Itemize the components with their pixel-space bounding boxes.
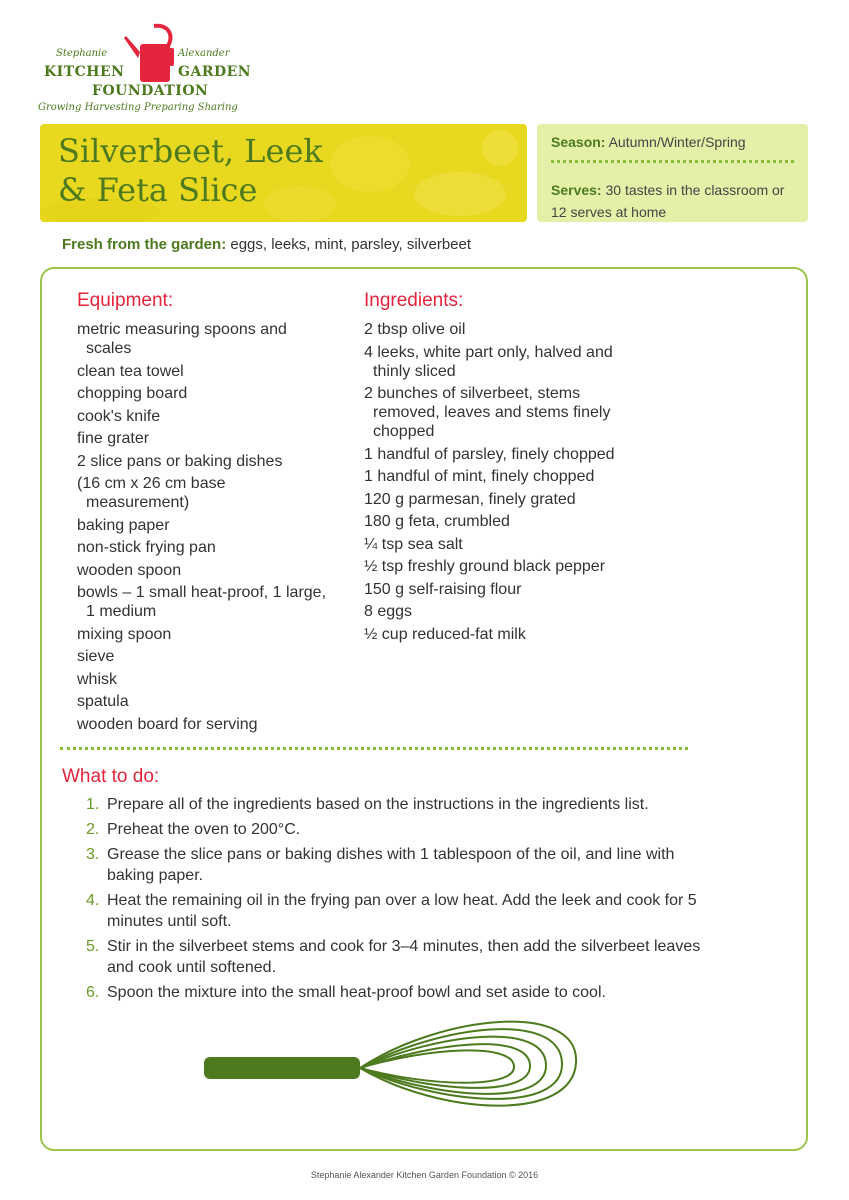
season-value: Autumn/Winter/Spring <box>608 134 746 150</box>
recipe-title-line2: & Feta Slice <box>58 171 258 209</box>
serves-label: Serves: <box>551 182 602 198</box>
ingredients-heading: Ingredients: <box>364 290 464 311</box>
equipment-item: metric measuring spoons and scales <box>77 321 287 357</box>
equipment-item: wooden spoon <box>77 561 182 579</box>
ingredients-list <box>364 320 644 647</box>
equipment-item: bowls – 1 small heat-proof, 1 large, 1 medium <box>77 584 327 620</box>
ingredient-item: ½ tsp freshly ground black pepper <box>364 558 606 575</box>
ingredient-item: 180 g feta, crumbled <box>364 513 510 530</box>
recipe-title-line1: Silverbeet, Leek <box>58 132 323 170</box>
equipment-item: 2 slice pans or baking dishes <box>77 452 283 470</box>
ingredient-item: 4 leeks, white part only, halved and thinly sliced <box>364 343 613 380</box>
title-band <box>40 124 527 222</box>
method-step <box>86 819 726 840</box>
whisk-icon <box>200 1005 580 1115</box>
ingredient-item: ¼ tsp sea salt <box>364 535 463 553</box>
equipment-item: wooden board for serving <box>77 715 258 733</box>
equipment-item: baking paper <box>77 516 170 534</box>
logo-word-kitchen: KITCHEN <box>44 64 125 80</box>
fresh-value: eggs, leeks, mint, parsley, silverbeet <box>230 236 472 253</box>
equipment-item: fine grater <box>77 430 150 447</box>
recipe-title <box>58 132 323 210</box>
step-text: Preheat the oven to 200°C. <box>107 821 301 838</box>
equipment-item: sieve <box>77 648 115 665</box>
season-label: Season: <box>551 134 606 150</box>
equipment-list <box>77 320 327 737</box>
ingredient-item: ½ cup reduced-fat milk <box>364 625 526 643</box>
info-box <box>537 124 808 222</box>
step-number: 4. <box>86 892 100 909</box>
ingredient-item: 150 g self-raising flour <box>364 580 522 598</box>
step-text: Heat the remaining oil in the frying pan over a low heat. Add the leek and cook for 5 minutes until soft. <box>107 892 697 930</box>
logo-tagline: Growing Harvesting Preparing Sharing <box>38 102 238 113</box>
step-number: 2. <box>86 821 100 838</box>
section-divider <box>60 747 688 750</box>
equipment-item: non-stick frying pan <box>77 539 216 556</box>
footer: Stephanie Alexander Kitchen Garden Foundation © 2016 <box>310 1170 539 1180</box>
ingredient-item: 1 handful of mint, finely chopped <box>364 468 595 485</box>
method-step <box>86 844 726 886</box>
step-number: 5. <box>86 938 100 955</box>
method-steps <box>86 794 726 1007</box>
equipment-item: (16 cm x 26 cm base measurement) <box>77 475 226 511</box>
step-text: Grease the slice pans or baking dishes with 1 tablespoon of the oil, and line with baking paper. <box>107 846 675 884</box>
step-number: 6. <box>86 984 100 1001</box>
serves-value: 30 tastes in the classroom or 12 serves at home <box>551 182 785 220</box>
ingredient-item: 2 bunches of silverbeet, stems removed, leaves and stems finely chopped <box>364 385 611 440</box>
step-number: 3. <box>86 846 100 863</box>
info-divider <box>551 160 794 163</box>
method-step <box>86 890 726 932</box>
step-text: Prepare all of the ingredients based on the instructions in the ingredients list. <box>107 796 649 813</box>
ingredient-item: 120 g parmesan, finely grated <box>364 490 576 508</box>
logo-word-garden: GARDEN <box>178 64 252 80</box>
season <box>551 134 746 150</box>
equipment-heading: Equipment: <box>77 290 174 311</box>
ingredient-item: 8 eggs <box>364 603 413 620</box>
step-text: Spoon the mixture into the small heat-proof bowl and set aside to cool. <box>107 984 606 1001</box>
equipment-item: mixing spoon <box>77 625 172 643</box>
method-step <box>86 936 726 978</box>
step-number: 1. <box>86 796 100 813</box>
method-heading: What to do: <box>62 766 160 787</box>
watering-can-icon <box>124 22 184 86</box>
equipment-item: clean tea towel <box>77 362 184 380</box>
fresh-from-garden <box>62 236 471 253</box>
logo-word-foundation: FOUNDATION <box>92 83 209 99</box>
logo-last-name: Alexander <box>178 48 230 59</box>
method-step <box>86 794 726 815</box>
equipment-item: chopping board <box>77 385 188 402</box>
logo-first-name: Stephanie <box>56 48 108 59</box>
equipment-item: whisk <box>77 670 118 688</box>
equipment-item: spatula <box>77 693 129 710</box>
ingredient-item: 2 tbsp olive oil <box>364 321 466 338</box>
serves <box>551 179 801 223</box>
fresh-label: Fresh from the garden: <box>62 236 227 253</box>
equipment-item: cook's knife <box>77 407 161 425</box>
ingredient-item: 1 handful of parsley, finely chopped <box>364 445 615 463</box>
method-step <box>86 982 726 1003</box>
step-text: Stir in the silverbeet stems and cook for 3–4 minutes, then add the silverbeet leaves and cook until softened. <box>107 938 701 976</box>
logo <box>38 22 258 122</box>
